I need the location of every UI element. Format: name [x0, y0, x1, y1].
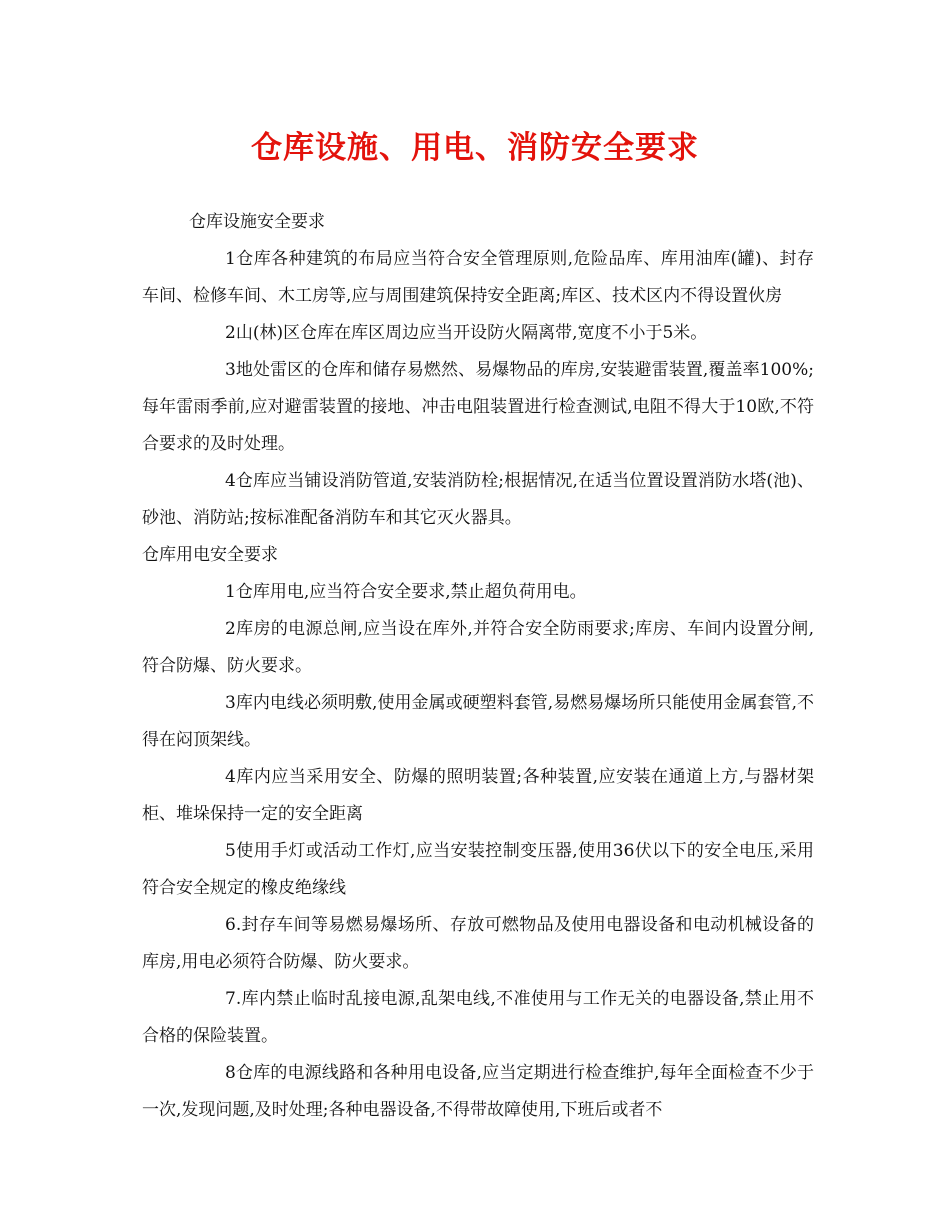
paragraph-facilities-3: 3地处雷区的仓库和储存易燃然、易爆物品的库房,安装避雷装置,覆盖率100%;每年雷雨季前,应对避雷装置的接地、冲击电阻装置进行检查测试,电阻不得大于10欧,不符合要求的及时处理。: [142, 360, 814, 454]
paragraph-electricity-1: 1仓库用电,应当符合安全要求,禁止超负荷用电。: [225, 582, 587, 602]
paragraph-electricity-5: 5使用手灯或活动工作灯,应当安装控制变压器,使用36伏以下的安全电压,采用符合安全规定的橡皮绝缘线: [142, 841, 814, 898]
paragraph-electricity-2: 2库房的电源总闸,应当设在库外,并符合安全防雨要求;库房、车间内设置分闸,符合防爆、防火要求。: [142, 619, 814, 676]
paragraph-electricity-8: 8仓库的电源线路和各种用电设备,应当定期进行检查维护,每年全面检查不少于一次,发现问题,及时处理;各种电器设备,不得带故障使用,下班后或者不: [142, 1063, 814, 1120]
paragraph-facilities-1: 1仓库各种建筑的布局应当符合安全管理原则,危险品库、库用油库(罐)、封存车间、检修车间、木工房等,应与周围建筑保持安全距离;库区、技术区内不得设置伙房: [142, 249, 814, 306]
paragraph-facilities-2: 2山(林)区仓库在库区周边应当开设防火隔离带,宽度不小于5米。: [225, 323, 708, 343]
paragraph-electricity-3: 3库内电线必须明敷,使用金属或硬塑料套管,易燃易爆场所只能使用金属套管,不得在闷顶架线。: [142, 693, 814, 750]
document-body: [142, 204, 814, 1129]
section-heading-facilities: 仓库设施安全要求: [189, 212, 325, 232]
document-title: 仓库设施、用电、消防安全要求: [251, 130, 699, 166]
paragraph-electricity-7: 7.库内禁止临时乱接电源,乱架电线,不准使用与工作无关的电器设备,禁止用不合格的保险装置。: [142, 989, 814, 1046]
paragraph-facilities-4: 4仓库应当铺设消防管道,安装消防栓;根据情况,在适当位置设置消防水塔(池)、砂池、消防站;按标准配备消防车和其它灭火器具。: [142, 471, 814, 528]
section-heading-electricity: 仓库用电安全要求: [142, 545, 278, 565]
paragraph-electricity-6: 6.封存车间等易燃易爆场所、存放可燃物品及使用电器设备和电动机械设备的库房,用电必须符合防爆、防火要求。: [142, 915, 814, 972]
paragraph-electricity-4: 4库内应当采用安全、防爆的照明装置;各种装置,应安装在通道上方,与器材架柜、堆垛保持一定的安全距离: [142, 767, 814, 824]
